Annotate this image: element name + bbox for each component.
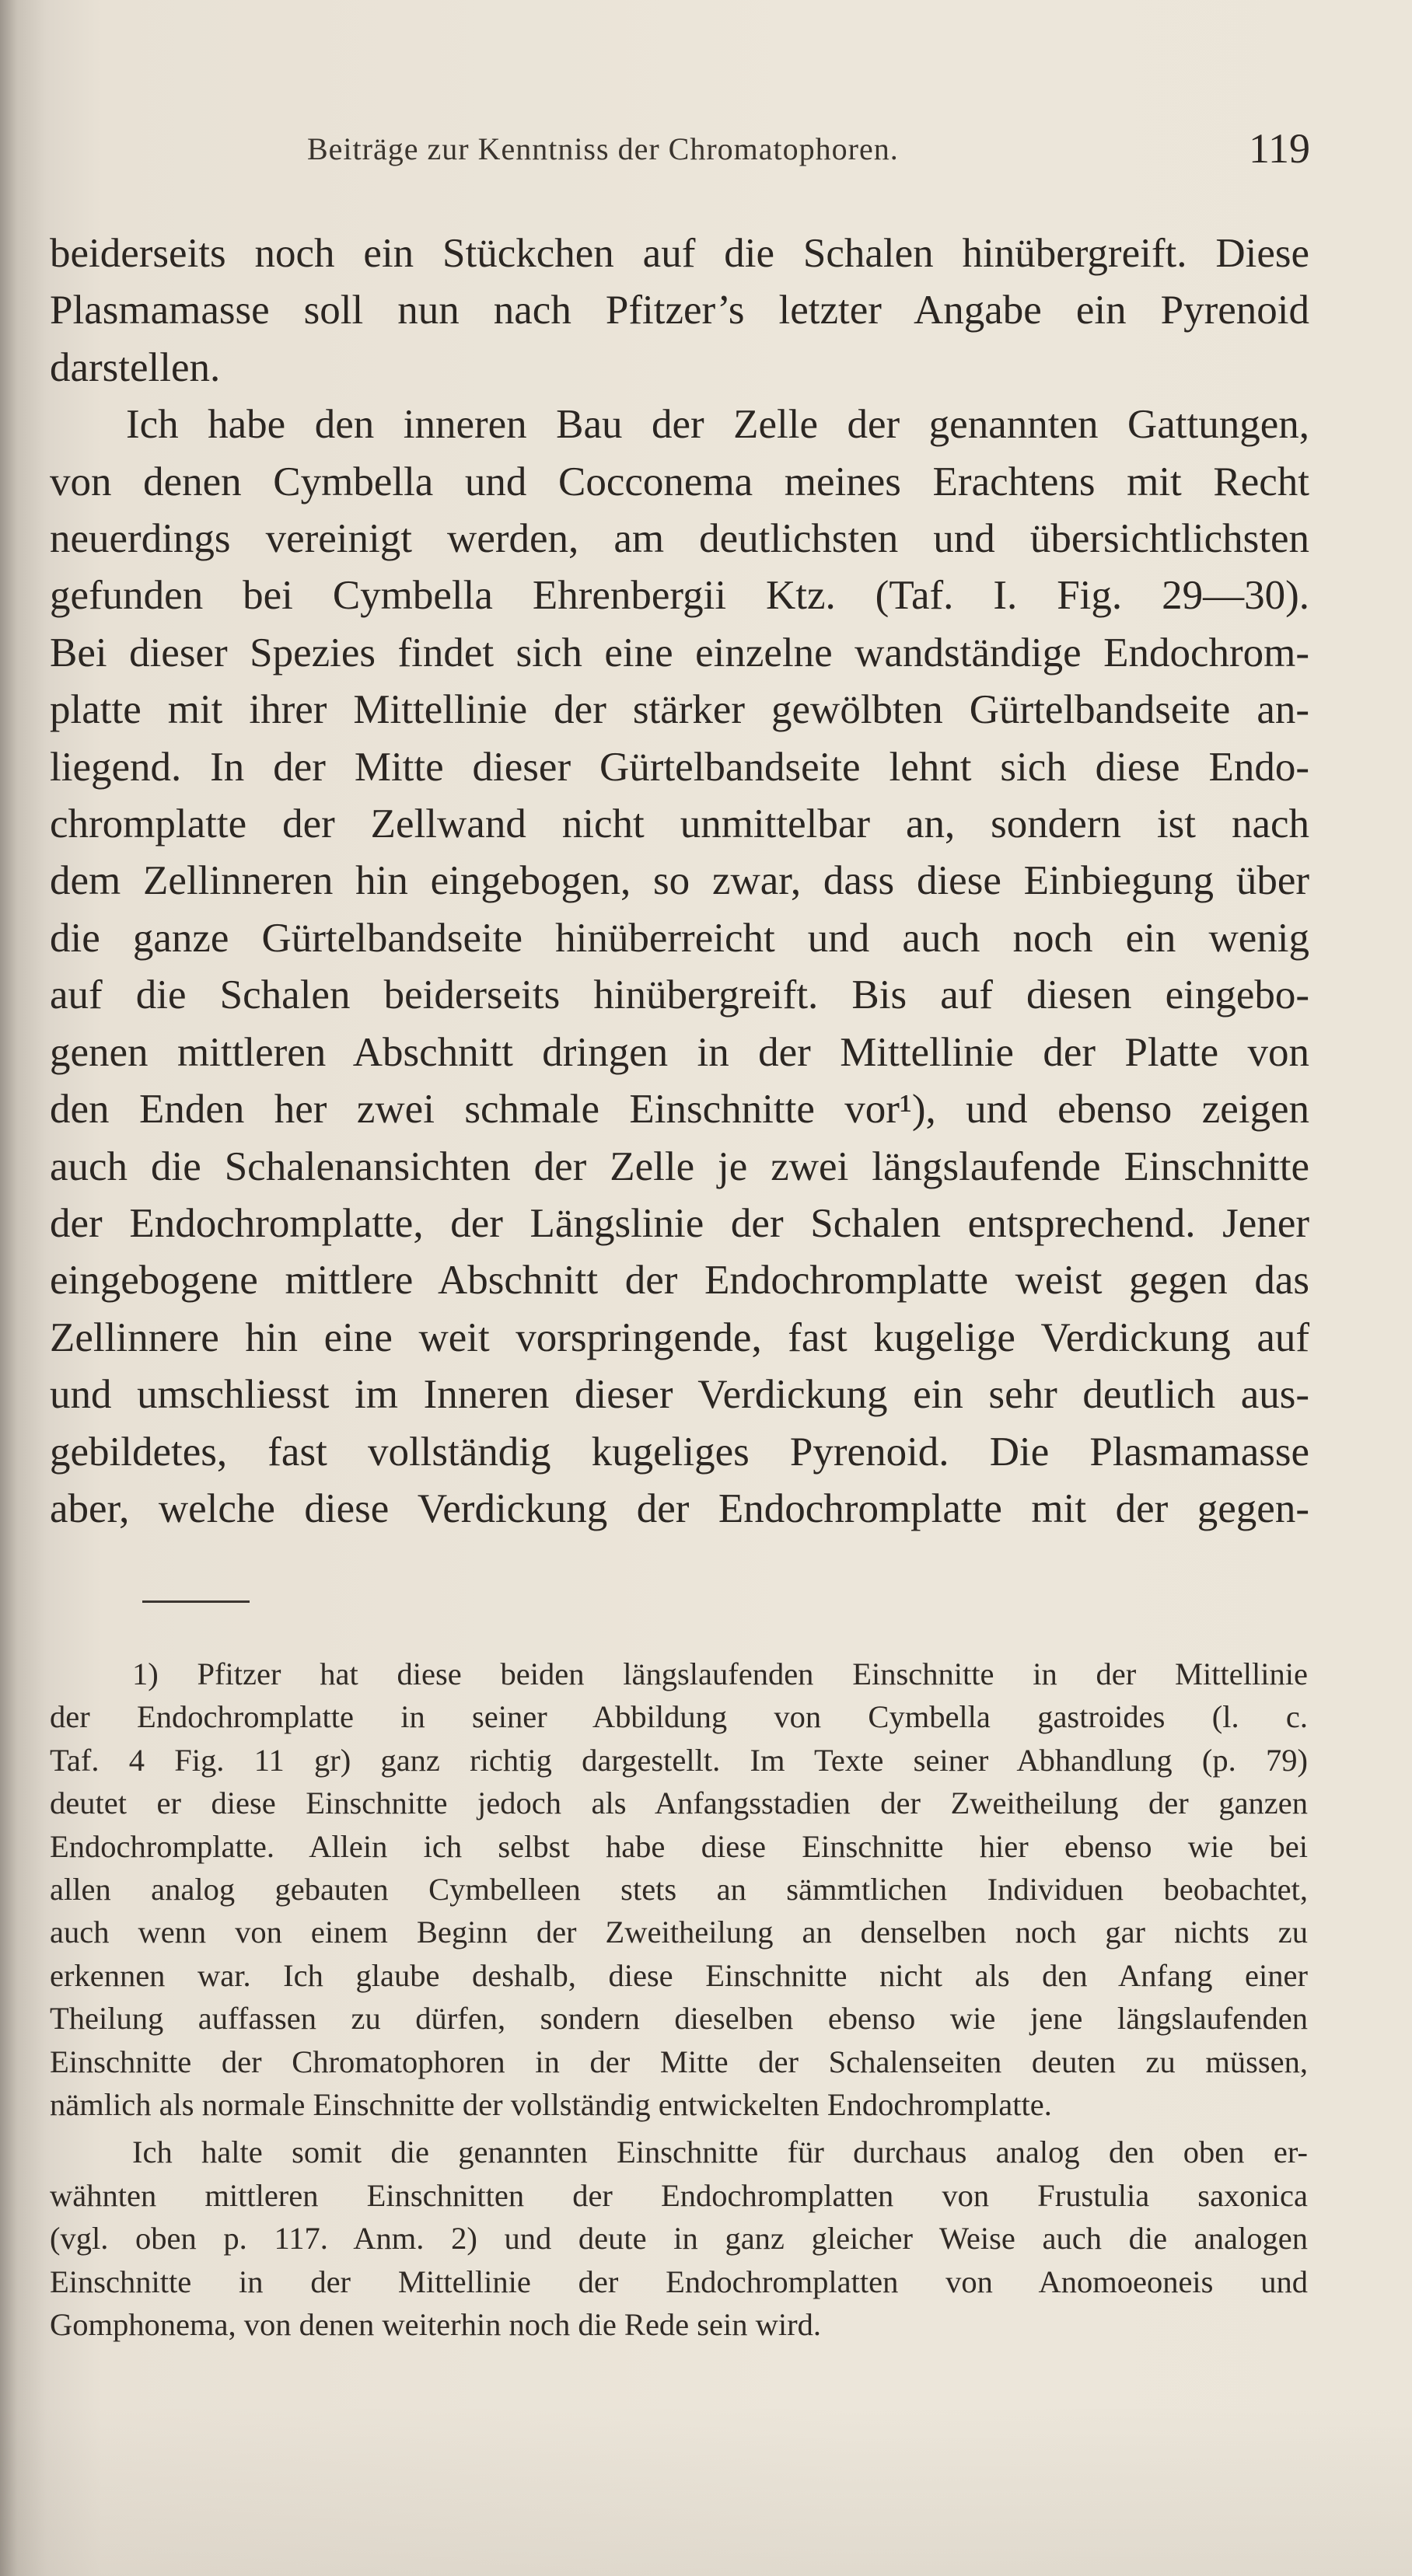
footnote-line: Einschnitte in der Mittellinie der Endochromplatten von Anomoeoneis und [50, 2264, 1308, 2299]
text-line: chromplatte der Zellwand nicht unmittelbar an, sondern ist nach [50, 801, 1309, 847]
text-line: und umschliesst im Inneren dieser Verdickung ein sehr deutlich aus- [50, 1372, 1309, 1418]
text-line: auch die Schalenansichten der Zelle je zwei längslaufende Einschnitte [50, 1143, 1309, 1189]
text-line: eingebogene mittlere Abschnitt der Endochromplatte weist gegen das [50, 1258, 1309, 1304]
footnote-line: nämlich als normale Einschnitte der vollständig entwickelten Endochromplatte. [50, 2087, 1052, 2123]
text-line: gebildetes, fast vollständig kugeliges Pyrenoid. Die Plasmamasse [50, 1429, 1309, 1475]
text-line: Bei dieser Spezies findet sich eine einzelne wandständige Endochrom- [50, 630, 1309, 675]
footnote-line: der Endochromplatte in seiner Abbildung von Cymbella gastroides (l. c. [50, 1699, 1308, 1735]
text-line: liegend. In der Mitte dieser Gürtelbandseite lehnt sich diese Endo- [50, 744, 1309, 790]
text-line: Zellinnere hin eine weit vorspringende, fast kugelige Verdickung auf [50, 1314, 1309, 1360]
footnote-line: Einschnitte der Chromatophoren in der Mitte der Schalenseiten deuten zu müssen, [50, 2044, 1308, 2079]
text-line: neuerdings vereinigt werden, am deutlichsten und übersichtlichsten [50, 516, 1309, 562]
running-head: Beiträge zur Kenntniss der Chromatophoren. [307, 131, 899, 166]
text-line: von denen Cymbella und Cocconema meines Erachtens mit Recht [50, 459, 1309, 504]
footnote-line: auch wenn von einem Beginn der Zweitheilung an denselben noch gar nichts zu [50, 1915, 1308, 1950]
text-line: Plasmamasse soll nun nach Pfitzer’s letzter Angabe ein Pyrenoid [50, 288, 1309, 333]
footnote-line: wähnten mittleren Einschnitten der Endochromplatten von Frustulia saxonica [50, 2177, 1308, 2213]
text-line: den Enden her zwei schmale Einschnitte vor¹), und ebenso zeigen [50, 1087, 1309, 1133]
footnote-line: (vgl. oben p. 117. Anm. 2) und deute in ganz gleicher Weise auch die analogen [50, 2221, 1308, 2257]
page-header [307, 125, 1310, 177]
footnote-line: Gomphonema, von denen weiterhin noch die Rede sein wird. [50, 2307, 821, 2343]
footnote-line: Endochromplatte. Allein ich selbst habe diese Einschnitte hier ebenso wie bei [50, 1828, 1308, 1864]
text-line: der Endochromplatte, der Längslinie der Schalen entsprechend. Jener [50, 1200, 1309, 1246]
text-line: gefunden bei Cymbella Ehrenbergii Ktz. (Taf. I. Fig. 29—30). [50, 573, 1309, 619]
text-line: Ich habe den inneren Bau der Zelle der genannten Gattungen, [126, 402, 1309, 448]
text-line: genen mittleren Abschnitt dringen in der Mittellinie der Platte von [50, 1029, 1309, 1075]
text-line: dem Zellinneren hin eingebogen, so zwar, dass diese Einbiegung über [50, 858, 1309, 904]
footnote-line: Theilung auffassen zu dürfen, sondern dieselben ebenso wie jene längslaufenden [50, 2001, 1308, 2037]
footnote-line: allen analog gebauten Cymbelleen stets an sämmtlichen Individuen beobachtet, [50, 1872, 1308, 1908]
footnote-line: erkennen war. Ich glaube deshalb, diese Einschnitte nicht als den Anfang einer [50, 1957, 1308, 1993]
text-line: beiderseits noch ein Stückchen auf die Schalen hinübergreift. Diese [50, 231, 1309, 276]
text-line: aber, welche diese Verdickung der Endochromplatte mit der gegen- [50, 1485, 1309, 1531]
text-line: auf die Schalen beiderseits hinübergreift. Bis auf diesen eingebo- [50, 972, 1309, 1018]
text-line: die ganze Gürtelbandseite hinüberreicht und auch noch ein wenig [50, 915, 1309, 961]
footnote-line: Taf. 4 Fig. 11 gr) ganz richtig dargestellt. Im Texte seiner Abhandlung (p. 79) [50, 1742, 1308, 1778]
page-number: 119 [1249, 125, 1310, 172]
main-text [50, 225, 1309, 1538]
footnote-line: Ich halte somit die genannten Einschnitte für durchaus analog den oben er- [132, 2134, 1308, 2170]
footnote-line: deutet er diese Einschnitte jedoch als Anfangsstadien der Zweitheilung der ganzen [50, 1785, 1308, 1821]
text-line: darstellen. [50, 344, 221, 390]
footnote-rule [142, 1600, 250, 1603]
footnotes [50, 1653, 1308, 2347]
text-line: platte mit ihrer Mittellinie der stärker gewölbten Gürtelbandseite an- [50, 687, 1309, 733]
footnote-line: 1) Pfitzer hat diese beiden längslaufenden Einschnitte in der Mittellinie [132, 1656, 1308, 1691]
